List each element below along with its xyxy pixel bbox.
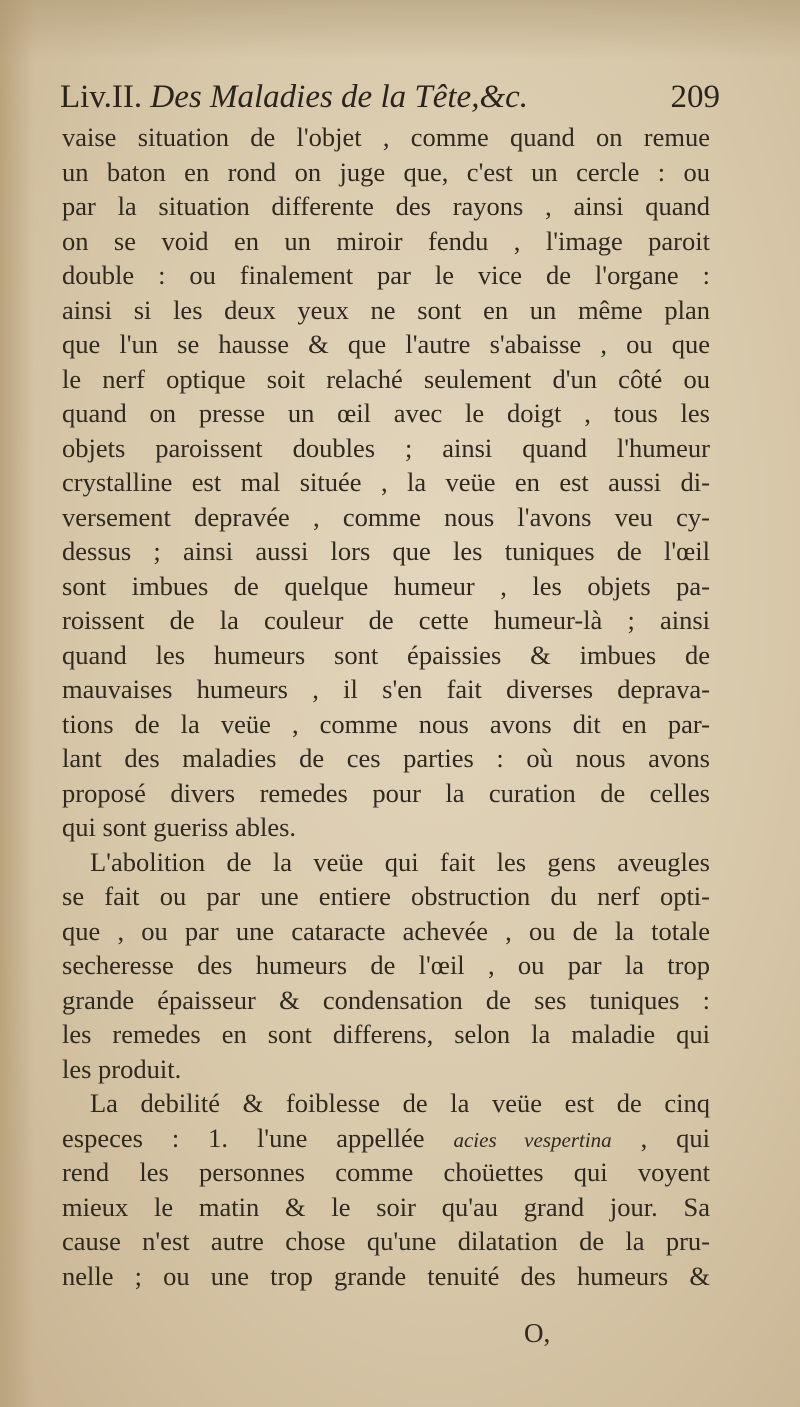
running-head-book: Liv.II. [60,79,143,115]
text-line: roissent de la couleur de cette humeur-là ; ainsi [62,605,710,635]
text-line: ainsi si les deux yeux ne sont en un même plan [62,294,710,325]
text-line: grande épaisseur & condensation de ses tuniques : [62,984,710,1015]
text-line: on se void en un miroir fendu , l'image paroit [62,225,710,256]
text-line: quand on presse un œil avec le doigt , tous les [62,398,710,428]
text-line: vaise situation de l'objet , comme quand on remue [62,122,710,152]
text-line: que l'un se hausse & que l'autre s'abaisse , ou que [62,329,710,359]
text-line: les produit. [62,1053,182,1084]
text-line: que , ou par une cataracte achevée , ou de la totale [62,915,710,946]
text-line: objets paroissent doubles ; ainsi quand l'humeur [62,432,710,463]
page-number: 209 [670,79,720,115]
text-line: cause n'est autre chose qu'une dilatation de la pru- [62,1226,710,1256]
text-line: L'abolition de la veüe qui fait les gens aveugles [90,846,710,877]
text-fragment: , qui [640,1122,710,1153]
text-line: secheresse des humeurs de l'œil , ou par la trop [62,950,710,980]
text-line: rend les personnes comme choüettes qui voyent [62,1157,710,1187]
latin-term: acies vespertina [453,1127,612,1152]
text-line: par la situation differente des rayons , ainsi quand [62,191,710,221]
text-line: sont imbues de quelque humeur , les objets pa- [62,570,710,601]
running-head [60,72,528,122]
running-head-title: Des Maladies de la Tête,&c. [150,79,529,115]
text-line: se fait ou par une entiere obstruction du nerf opti- [62,881,710,911]
text-line: versement depravée , comme nous l'avons veu cy- [62,501,710,532]
text-line: nelle ; ou une trop grande tenuité des humeurs & [62,1260,710,1291]
text-line: double : ou finalement par le vice de l'organe : [62,260,710,290]
text-line: un baton en rond on juge que, c'est un cercle : ou [62,156,710,187]
text-line: proposé divers remedes pour la curation de celles [62,777,710,808]
text-line: mauvaises humeurs , il s'en fait diverses deprava- [62,674,710,704]
text-line: les remedes en sont differens, selon la maladie qui [62,1019,710,1049]
text-line: dessus ; ainsi aussi lors que les tuniques de l'œil [62,536,710,566]
text-fragment: especes : 1. l'une appellée [62,1122,425,1153]
catchword: O, [524,1318,551,1348]
text-line: crystalline est mal située , la veüe en est aussi di- [62,467,710,497]
text-line: mieux le matin & le soir qu'au grand jour. Sa [62,1191,710,1222]
text-line: quand les humeurs sont épaissies & imbues de [62,639,710,670]
text-line: tions de la veüe , comme nous avons dit en par- [62,708,710,739]
text-line: le nerf optique soit relaché seulement d'un côté ou [62,363,710,394]
page-header [60,72,720,122]
text-line: La debilité & foiblesse de la veüe est de cinq [90,1088,710,1118]
text-line: qui sont gueriss ables. [62,812,297,842]
text-line: lant des maladies de ces parties : où nous avons [62,743,710,773]
body-text [62,120,710,1293]
text-line-with-term [62,1121,710,1156]
